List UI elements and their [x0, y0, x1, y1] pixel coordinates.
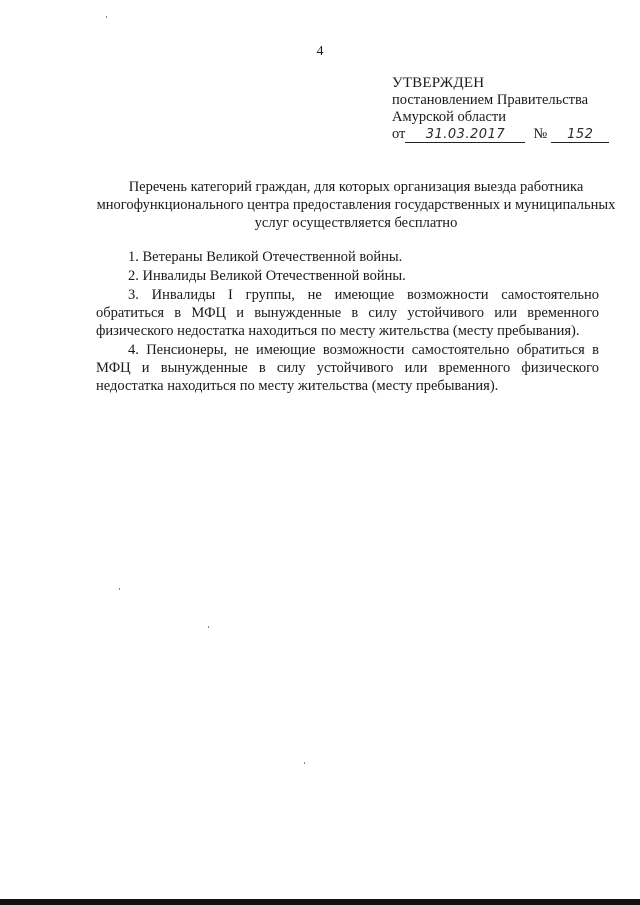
date-prefix: от — [392, 126, 406, 142]
handwritten-date: 31.03.2017 — [425, 127, 506, 142]
approved-heading: УТВЕРЖДЕН — [392, 75, 485, 91]
list-item: 2. Инвалиды Великой Отечественной войны. — [128, 268, 406, 284]
approval-line-2: Амурской области — [392, 109, 506, 125]
approval-block — [392, 75, 612, 143]
approval-date-line — [392, 126, 612, 143]
scan-speck — [119, 588, 120, 590]
scan-speck — [106, 16, 107, 18]
list-item: 1. Ветераны Великой Отечественной войны. — [128, 249, 403, 265]
document-title: Перечень категорий граждан, для которых организация выезда работника многофункционального центра предоставления государственных и муниципальных услуг осуществляется бесплатно — [96, 179, 616, 231]
scan-bottom-edge — [0, 899, 640, 905]
number-blank — [551, 127, 609, 143]
number-sign: № — [533, 126, 548, 142]
list-item: 4. Пенсионеры, не имеющие возможности самостоятельно обратиться в МФЦ и вынужденные в силу устойчивого или временного физического недостатка находиться по месту жительства (месту пребывания). — [96, 342, 599, 394]
scan-speck — [208, 626, 209, 628]
approval-line-1: постановлением Правительства — [392, 92, 589, 108]
list-item: 3. Инвалиды I группы, не имеющие возможности самостоятельно обратиться в МФЦ и вынужденные в силу устойчивого или временного физического недостатка находиться по месту жительства (месту пребывания). — [96, 287, 599, 339]
scan-speck — [304, 762, 305, 764]
page-number: 4 — [316, 44, 324, 59]
date-blank — [405, 127, 525, 143]
category-list — [96, 248, 599, 396]
handwritten-number: 152 — [567, 127, 594, 142]
